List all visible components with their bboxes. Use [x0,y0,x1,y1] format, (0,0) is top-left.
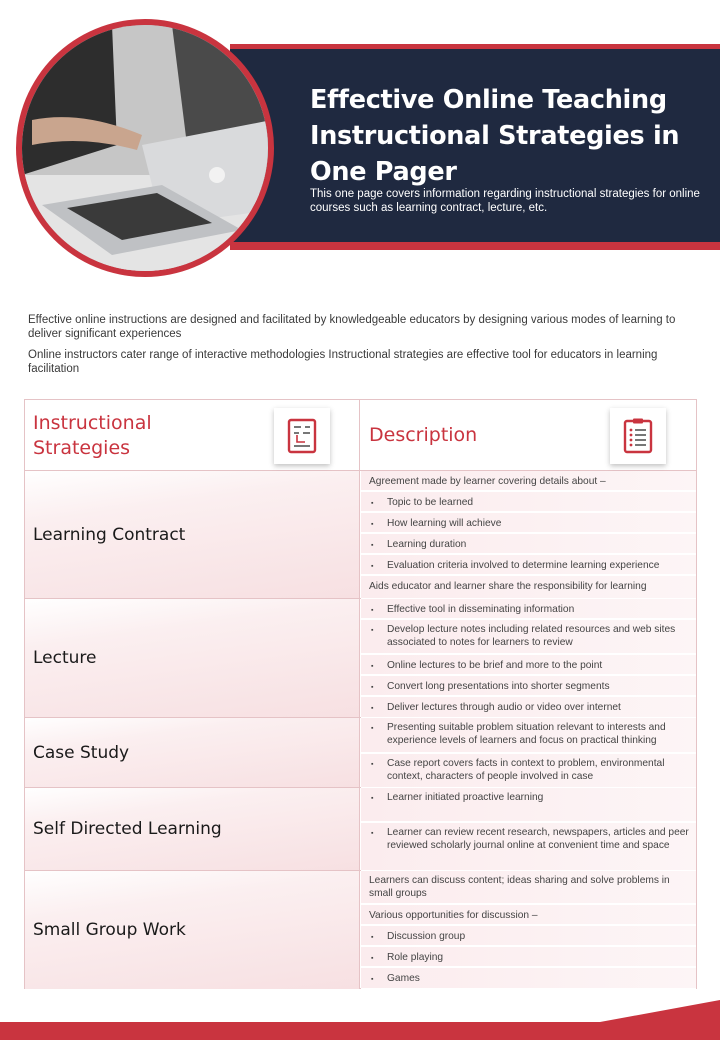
strategy-cell [25,788,360,870]
description-text: How learning will achieve [387,518,502,529]
bullet-icon: ▪ [371,955,374,962]
description-item [361,655,696,675]
description-item [361,754,696,788]
checklist-icon [610,408,666,464]
description-item [361,968,696,989]
bullet-icon: ▪ [371,627,374,634]
strategy-name: Small Group Work [33,920,186,940]
strategy-cell [25,718,360,787]
header-description-label: Description [369,424,478,446]
bullet-icon: ▪ [371,725,374,732]
description-text: Presenting suitable problem situation relevant to interests and experience levels of learners and focus on practical thinking [387,722,666,746]
bullet-icon: ▪ [371,542,374,549]
description-cell [361,871,696,989]
strategy-cell [25,599,360,717]
strategy-cell [25,871,360,989]
page-subtitle: This one page covers information regarding instructional strategies for online courses such as learning contract, lecture, etc. [310,188,700,214]
description-cell [361,599,696,717]
strategy-flowchart-icon [274,408,330,464]
laptop-photo [22,25,268,271]
description-item [361,492,696,512]
description-text: Aids educator and learner share the responsibility for learning [369,581,647,592]
description-item [361,905,696,925]
strategy-name: Learning Contract [33,524,186,545]
description-item [361,823,696,871]
description-text: Learner can review recent research, newspapers, articles and peer reviewed scholarly journal online at convenient time and space [387,827,689,851]
footer-red-band [0,1000,720,1040]
bullet-icon: ▪ [371,934,374,941]
bullet-icon: ▪ [371,795,374,802]
header-strategies-label: Instructional Strategies [33,412,152,459]
strategy-name: Case Study [33,742,130,763]
bullet-icon: ▪ [371,663,374,670]
description-item [361,555,696,575]
table-row [25,718,696,788]
description-text: Topic to be learned [387,497,474,508]
description-text: Agreement made by learner covering details about – [369,476,606,487]
description-item [361,718,696,753]
description-text: Online lectures to be brief and more to the point [387,660,603,671]
description-text: Deliver lectures through audio or video over internet [387,702,621,713]
description-cell [361,471,696,598]
description-text: Convert long presentations into shorter segments [387,681,610,692]
bullet-icon: ▪ [371,500,374,507]
bullet-icon: ▪ [371,521,374,528]
bullet-icon: ▪ [371,976,374,983]
description-item [361,599,696,619]
description-item [361,676,696,696]
strategy-name: Self Directed Learning [33,819,222,839]
bullet-icon: ▪ [371,761,374,768]
description-item [361,871,696,904]
intro-paragraph-1: Effective online instructions are designed and facilitated by knowledgeable educators by designing various modes of learning to deliver significant experiences [28,314,676,340]
bullet-icon: ▪ [371,607,374,614]
bullet-icon: ▪ [371,684,374,691]
description-item [361,534,696,554]
table-row [25,471,696,599]
description-text: Learner initiated proactive learning [387,792,544,803]
intro-paragraph-2: Online instructors cater range of interactive methodologies Instructional strategies are effective tool for educators in learning facilitation [28,349,658,375]
description-cell [361,718,696,787]
bullet-icon: ▪ [371,830,374,837]
description-item [361,576,696,599]
table-row [25,599,696,718]
description-item [361,947,696,967]
description-text: Learning duration [387,539,467,550]
description-item [361,513,696,533]
description-text: Role playing [387,952,444,963]
strategy-cell [25,471,360,598]
description-text: Effective tool in disseminating information [387,604,575,615]
description-cell [361,788,696,870]
description-item [361,620,696,654]
description-text: Learners can discuss content; ideas sharing and solve problems in small groups [369,875,670,899]
description-item [361,926,696,946]
description-text: Various opportunities for discussion – [369,910,538,921]
bullet-icon: ▪ [371,563,374,570]
description-text: Case report covers facts in context to problem, environmental context, characters of people involved in case [387,758,665,782]
page-title: Effective Online Teaching Instructional Strategies in One Pager [310,85,680,187]
table-row [25,788,696,871]
description-text: Games [387,973,420,984]
description-text: Evaluation criteria involved to determine learning experience [387,560,660,571]
table-header-row [25,400,696,471]
description-text: Develop lecture notes including related resources and web sites associated to notes for learners to review [387,624,676,648]
strategy-name: Lecture [33,648,97,668]
strategies-table [24,399,697,989]
description-item [361,471,696,491]
table-row [25,871,696,989]
bullet-icon: ▪ [371,705,374,712]
description-item [361,697,696,718]
description-item [361,788,696,822]
description-text: Discussion group [387,931,466,942]
